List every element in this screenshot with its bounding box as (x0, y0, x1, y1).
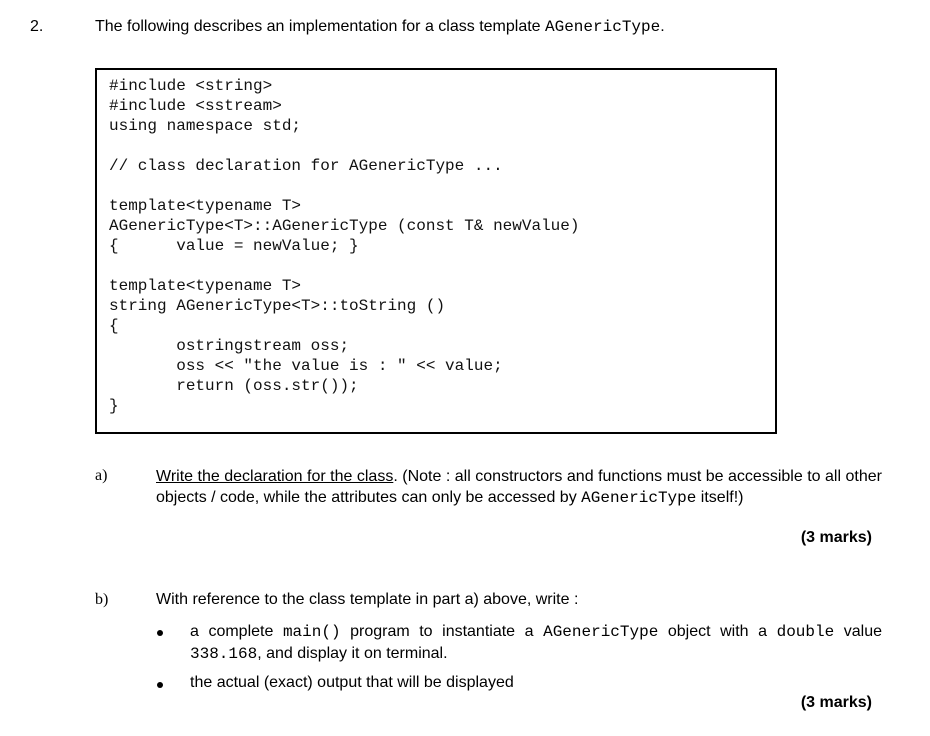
intro-class-name: AGenericType (545, 18, 661, 36)
bullet-1-text-c: object with a (658, 623, 777, 640)
part-b-intro: With reference to the class template in part a) above, write : (156, 591, 579, 608)
code-line: { value = newValue; } (109, 237, 359, 255)
part-b-bullet-2: the actual (exact) output that will be displayed (190, 674, 514, 691)
code-line: AGenericType<T>::AGenericType (const T& newValue) (109, 217, 580, 235)
code-line: // class declaration for AGenericType ... (109, 157, 503, 175)
code-line: template<typename T> (109, 277, 302, 295)
part-a-note-end: itself!) (696, 489, 744, 506)
code-line: oss << "the value is : " << value; (109, 357, 503, 375)
bullet-1-code-main: main() (282, 623, 341, 641)
part-a-task: Write the declaration for the class (156, 468, 394, 485)
code-line: } (109, 397, 119, 415)
bullet-1-code-class: AGenericType (543, 623, 659, 641)
question-number: 2. (30, 18, 44, 35)
code-line: #include <string> (109, 77, 273, 95)
bullet-1-text-e: , and display it on terminal. (257, 645, 448, 662)
bullet-1-code-double: double (776, 623, 835, 641)
code-line: ostringstream oss; (109, 337, 350, 355)
bullet-1-text-d: value (834, 623, 883, 640)
intro-end: . (660, 18, 665, 35)
code-line: using namespace std; (109, 117, 302, 135)
code-line: return (oss.str()); (109, 377, 359, 395)
part-a-label: a) (95, 467, 108, 484)
bullet-icon (157, 630, 163, 636)
part-b-bullet-1 (190, 621, 882, 665)
code-line: string AGenericType<T>::toString () (109, 297, 446, 315)
part-b-label: b) (95, 591, 109, 608)
bullet-1-text-a: a complete (190, 623, 283, 640)
code-line: { (109, 317, 119, 335)
bullet-1-text-b: program to instantiate a (340, 623, 544, 640)
bullet-1-code-value: 338.168 (190, 645, 258, 663)
code-line: #include <sstream> (109, 97, 282, 115)
intro-text: The following describes an implementation for a class template (95, 18, 545, 35)
part-a-class-name: AGenericType (581, 489, 697, 507)
question-intro (95, 18, 665, 36)
part-a-marks: (3 marks) (800, 529, 872, 546)
part-a-note: . (Note : all constructors and functions must be accessible to all other objects / code, while the attributes can only be accessed by (156, 468, 882, 506)
bullet-icon (157, 682, 163, 688)
part-a-text (156, 466, 882, 509)
part-b-marks: (3 marks) (800, 694, 872, 711)
code-line: template<typename T> (109, 197, 302, 215)
code-listing (95, 68, 777, 434)
